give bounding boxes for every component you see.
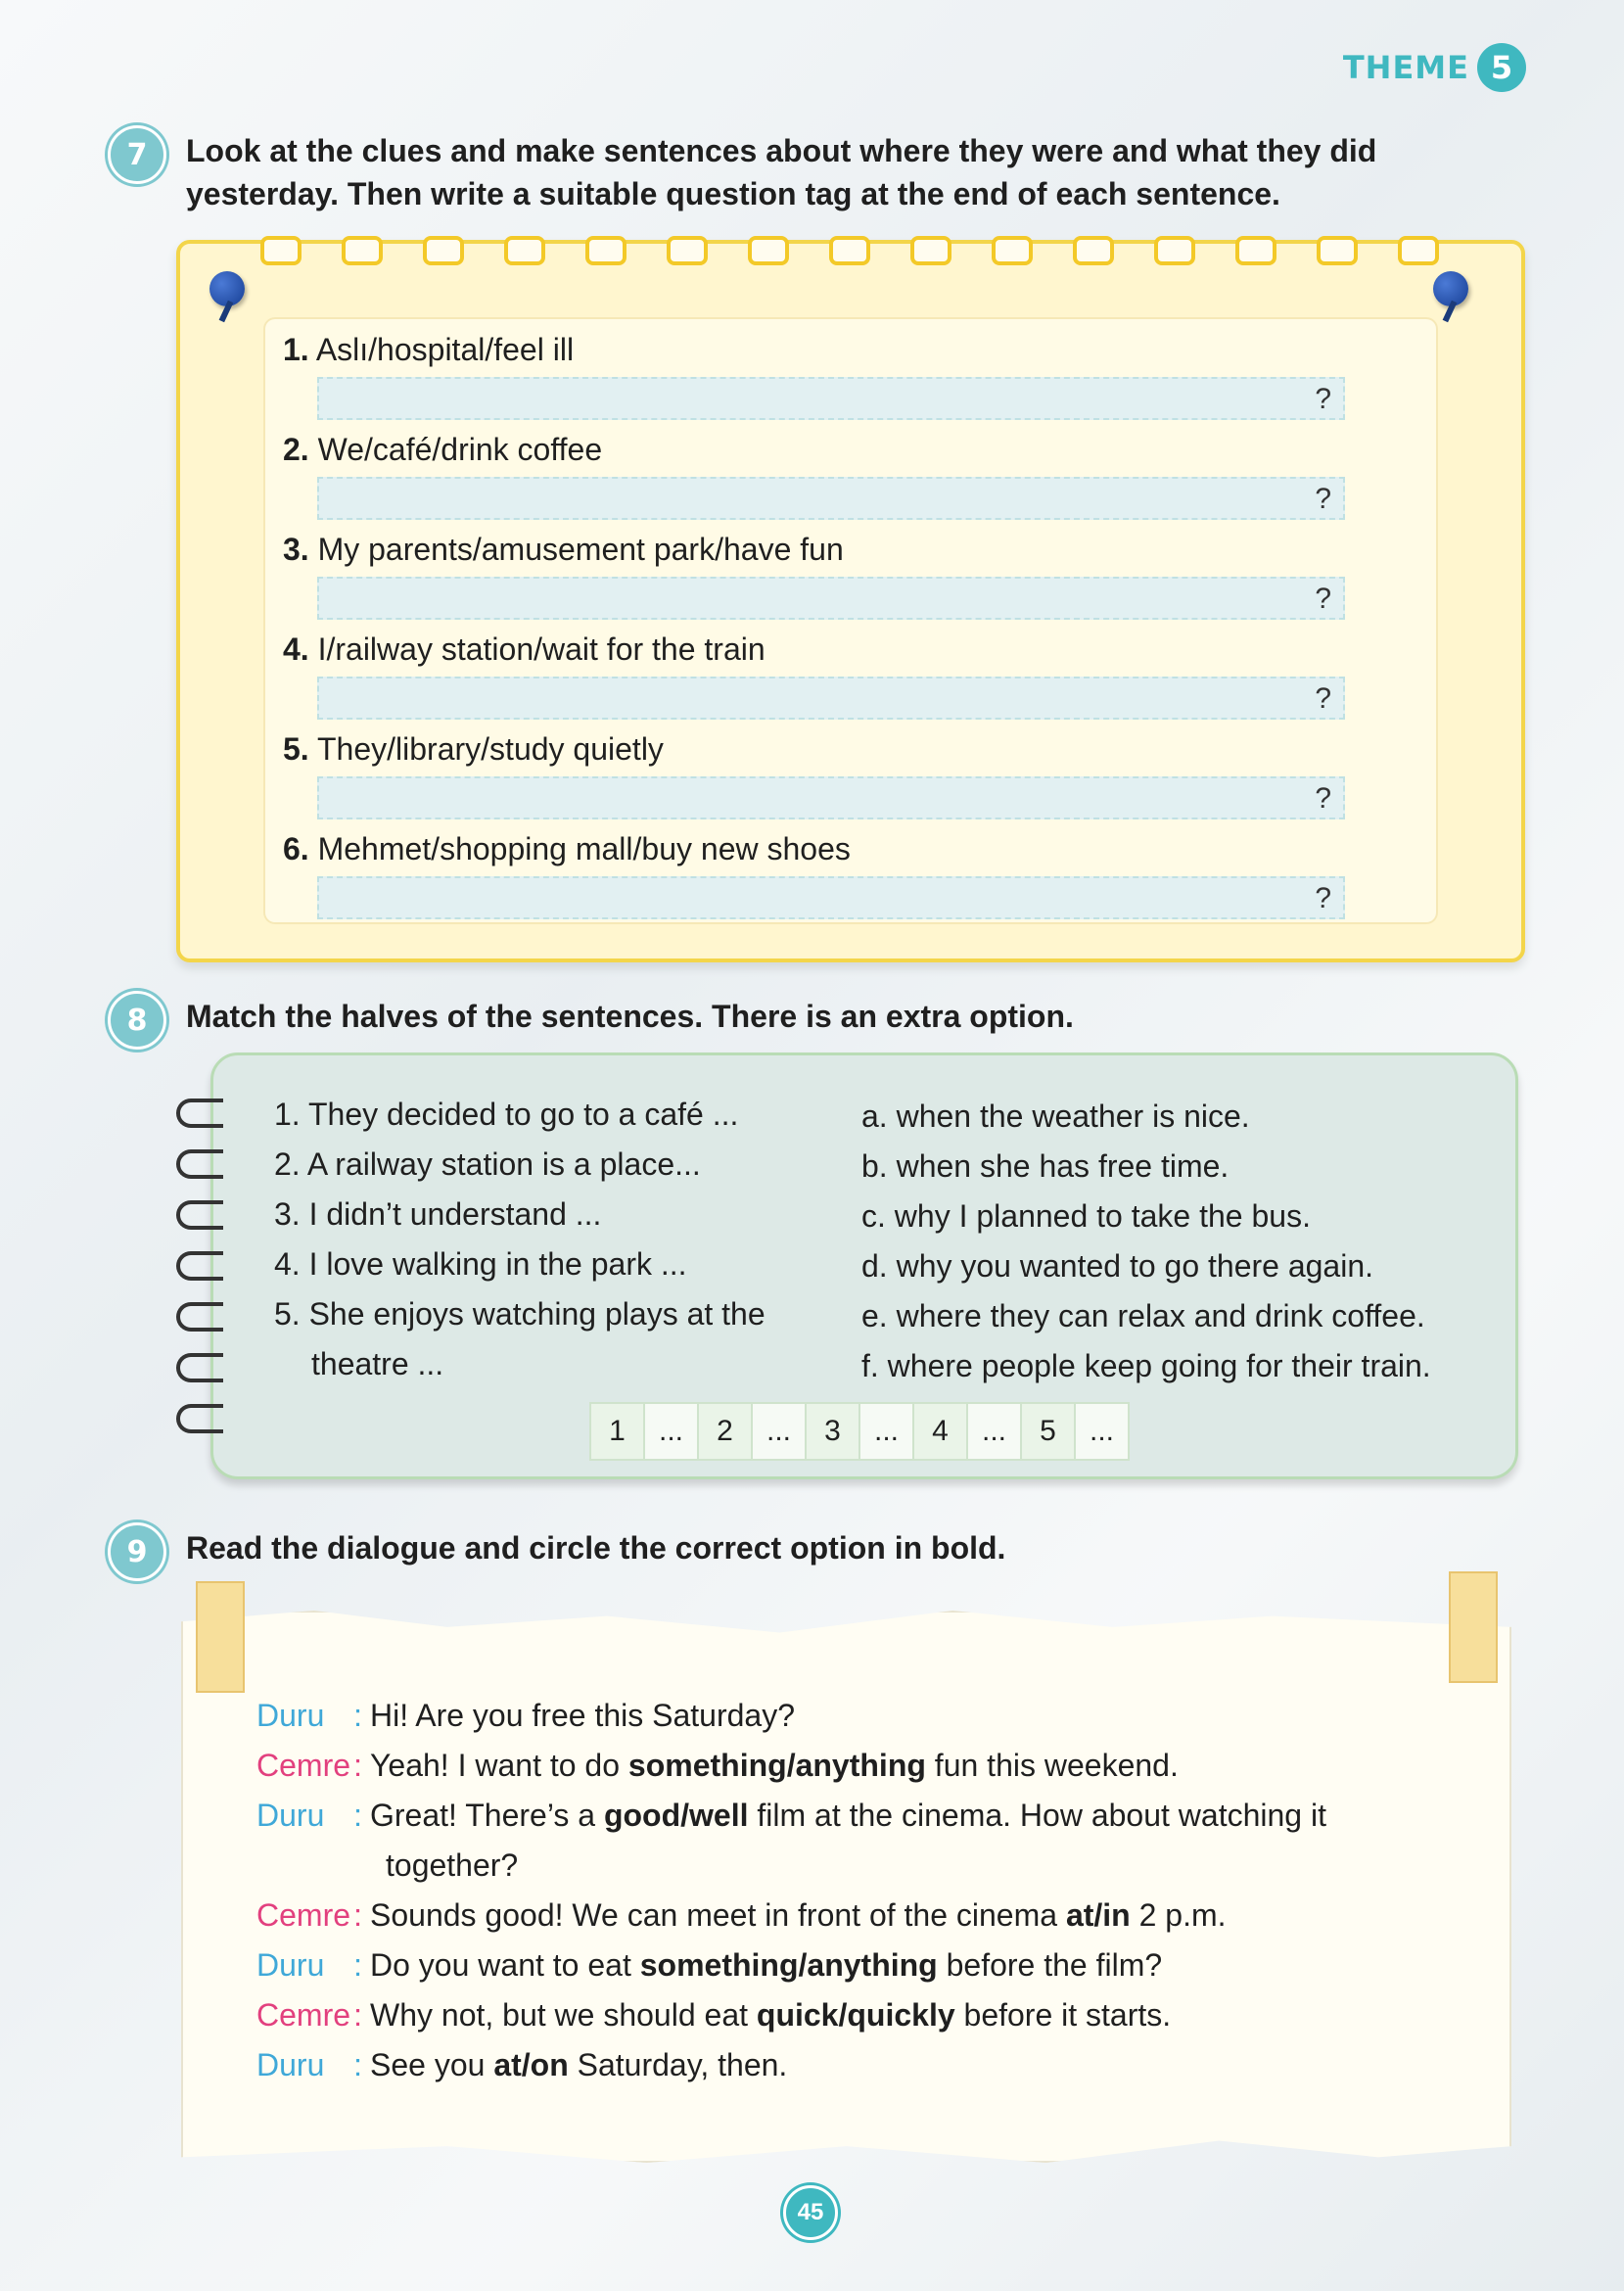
item-text: I didn’t understand ...	[308, 1196, 602, 1232]
speaker-name: Cemre :	[256, 1897, 362, 1933]
item-text: why you wanted to go there again.	[896, 1248, 1374, 1284]
question-item	[283, 330, 1360, 415]
question-number: 4.	[283, 631, 309, 667]
item-letter: f.	[861, 1348, 879, 1383]
line-text: Hi! Are you free this Saturday?	[370, 1698, 795, 1733]
tape-icon	[196, 1581, 245, 1693]
option-choice[interactable]: at/in	[1065, 1897, 1131, 1933]
line-text: See you at/on Saturday, then.	[370, 2047, 788, 2082]
item-number: 3.	[274, 1196, 301, 1232]
question-clue: I/railway station/wait for the train	[317, 631, 766, 667]
answer-number: 4	[914, 1404, 968, 1459]
answer-blank[interactable]: ...	[968, 1404, 1022, 1459]
spiral-icon	[176, 1200, 223, 1230]
dialogue-line	[256, 1696, 795, 1735]
question-mark: ?	[1315, 782, 1331, 815]
item-text: A railway station is a place...	[306, 1146, 701, 1182]
option-choice[interactable]: at/on	[493, 2047, 569, 2082]
ring-icon	[1235, 236, 1276, 265]
question-clue: Mehmet/shopping mall/buy new shoes	[317, 831, 851, 866]
speaker-name: Duru :	[256, 2047, 362, 2082]
question-mark: ?	[1315, 682, 1331, 715]
list-item	[274, 1294, 766, 1333]
question-mark: ?	[1315, 483, 1331, 515]
exercise-9-heading	[108, 1522, 1498, 1581]
item-letter: d.	[861, 1248, 888, 1284]
answer-blank[interactable]: ...	[753, 1404, 807, 1459]
answer-number: 5	[1022, 1404, 1076, 1459]
list-item	[861, 1196, 1311, 1236]
speaker-name: Cemre :	[256, 1997, 362, 2033]
question-number: 6.	[283, 831, 309, 866]
item-number: 1.	[274, 1097, 301, 1132]
list-item	[861, 1097, 1250, 1136]
item-number: 2.	[274, 1146, 301, 1182]
spiral-icon	[176, 1353, 223, 1382]
page-number: 45	[783, 2185, 838, 2240]
option-choice[interactable]: quick/quickly	[756, 1997, 955, 2033]
tape-icon	[1449, 1571, 1498, 1683]
answer-number: 1	[591, 1404, 645, 1459]
ring-icon	[667, 236, 708, 265]
item-text: where they can relax and drink coffee.	[896, 1298, 1425, 1333]
dialogue-line-continuation	[386, 1846, 518, 1885]
answer-blank[interactable]: ...	[645, 1404, 699, 1459]
item-letter: c.	[861, 1198, 886, 1234]
question-mark: ?	[1315, 383, 1331, 415]
list-item	[861, 1246, 1373, 1286]
ring-icon	[1073, 236, 1114, 265]
exercise-8-heading	[108, 991, 1498, 1050]
question-mark: ?	[1315, 882, 1331, 914]
ring-icon	[748, 236, 789, 265]
list-item	[861, 1146, 1229, 1186]
line-text: Why not, but we should eat quick/quickly before it starts.	[370, 1997, 1172, 2033]
spiral-icon	[176, 1251, 223, 1281]
question-item	[283, 829, 1360, 914]
answer-number: 3	[807, 1404, 860, 1459]
answer-grid	[589, 1402, 1130, 1461]
list-item	[274, 1095, 738, 1134]
exercise-7-heading	[108, 125, 1498, 215]
exercise-number-badge: 8	[108, 991, 166, 1050]
option-choice[interactable]: something/anything	[627, 1748, 926, 1783]
dialogue-line	[256, 1945, 1162, 1985]
item-text: where people keep going for their train.	[887, 1348, 1431, 1383]
exercise-7-instruction: Look at the clues and make sentences about where they were and what they did yesterday. Then write a suitable question tag at the end of each sentence.	[186, 133, 1377, 211]
question-mark: ?	[1315, 583, 1331, 615]
ring-icon	[910, 236, 951, 265]
question-item	[283, 729, 1360, 815]
theme-badge	[1343, 43, 1526, 92]
dialogue-line	[256, 1995, 1171, 2034]
question-number: 2.	[283, 432, 309, 467]
question-number: 1.	[283, 332, 309, 367]
line-text: Do you want to eat something/anything before the film?	[370, 1947, 1163, 1983]
speaker-name: Duru :	[256, 1798, 362, 1833]
speaker-name: Cemre :	[256, 1748, 362, 1783]
pushpin-icon	[209, 271, 245, 306]
answer-line[interactable]	[317, 876, 1345, 919]
dialogue-line	[256, 1895, 1227, 1935]
question-clue: We/café/drink coffee	[317, 432, 603, 467]
line-text: Great! There’s a good/well film at the cinema. How about watching it	[370, 1798, 1326, 1833]
item-letter: e.	[861, 1298, 888, 1333]
exercise-number-badge: 9	[108, 1522, 166, 1581]
ring-icon	[504, 236, 545, 265]
ring-icon	[1154, 236, 1195, 265]
question-clue: They/library/study quietly	[317, 731, 664, 767]
list-item	[861, 1346, 1431, 1385]
dialogue-line	[256, 2045, 787, 2084]
option-choice[interactable]: good/well	[603, 1798, 749, 1833]
item-number: 5.	[274, 1296, 301, 1332]
theme-label: THEME	[1342, 49, 1469, 86]
list-item	[861, 1296, 1425, 1335]
dialogue-line	[256, 1796, 1326, 1835]
item-text: They decided to go to a café ...	[308, 1097, 739, 1132]
item-text: when the weather is nice.	[896, 1099, 1250, 1134]
item-letter: a.	[861, 1099, 888, 1134]
ring-icon	[1317, 236, 1358, 265]
spiral-icon	[176, 1149, 223, 1179]
pushpin-icon	[1433, 271, 1468, 306]
ring-icon	[342, 236, 383, 265]
spiral-icon	[176, 1404, 223, 1433]
dialogue-line	[256, 1746, 1179, 1785]
exercise-8-instruction: Match the halves of the sentences. There is an extra option.	[186, 999, 1074, 1034]
speaker-name: Duru :	[256, 1947, 362, 1983]
line-text: Yeah! I want to do something/anything fun this weekend.	[370, 1748, 1179, 1783]
exercise-number-badge: 7	[108, 125, 166, 184]
list-item	[274, 1145, 701, 1184]
question-number: 3.	[283, 532, 309, 567]
exercise-7-notebook	[176, 240, 1525, 962]
question-item	[283, 430, 1360, 515]
spiral-icon	[176, 1099, 223, 1128]
answer-line[interactable]	[317, 776, 1345, 819]
ring-icon	[829, 236, 870, 265]
ring-icon	[260, 236, 302, 265]
line-text: Sounds good! We can meet in front of the cinema at/in 2 p.m.	[370, 1897, 1227, 1933]
item-text: when she has free time.	[896, 1148, 1230, 1184]
question-clue: Aslı/hospital/feel ill	[315, 332, 575, 367]
answer-line[interactable]	[317, 377, 1345, 420]
line-text: together?	[386, 1847, 519, 1883]
list-item	[274, 1194, 601, 1234]
list-item	[274, 1244, 687, 1284]
theme-number: 5	[1477, 43, 1526, 92]
speaker-name: Duru :	[256, 1698, 362, 1733]
question-number: 5.	[283, 731, 309, 767]
answer-blank[interactable]: ...	[1076, 1404, 1128, 1459]
list-item	[274, 1344, 443, 1383]
question-item	[283, 630, 1360, 715]
exercise-9-instruction: Read the dialogue and circle the correct option in bold.	[186, 1530, 1006, 1566]
option-choice[interactable]: something/anything	[639, 1947, 938, 1983]
question-clue: My parents/amusement park/have fun	[317, 532, 844, 567]
ring-icon	[423, 236, 464, 265]
answer-line[interactable]	[317, 577, 1345, 620]
item-text: I love walking in the park ...	[308, 1246, 687, 1282]
spiral-icon	[176, 1302, 223, 1332]
item-number: 4.	[274, 1246, 301, 1282]
item-text: theatre ...	[311, 1346, 444, 1381]
answer-number: 2	[699, 1404, 753, 1459]
question-item	[283, 530, 1360, 615]
item-text: why I planned to take the bus.	[894, 1198, 1311, 1234]
answer-blank[interactable]: ...	[860, 1404, 914, 1459]
item-letter: b.	[861, 1148, 888, 1184]
ring-icon	[992, 236, 1033, 265]
ring-icon	[585, 236, 626, 265]
item-text: She enjoys watching plays at the	[308, 1296, 766, 1332]
ring-icon	[1398, 236, 1439, 265]
answer-line[interactable]	[317, 677, 1345, 720]
answer-line[interactable]	[317, 477, 1345, 520]
